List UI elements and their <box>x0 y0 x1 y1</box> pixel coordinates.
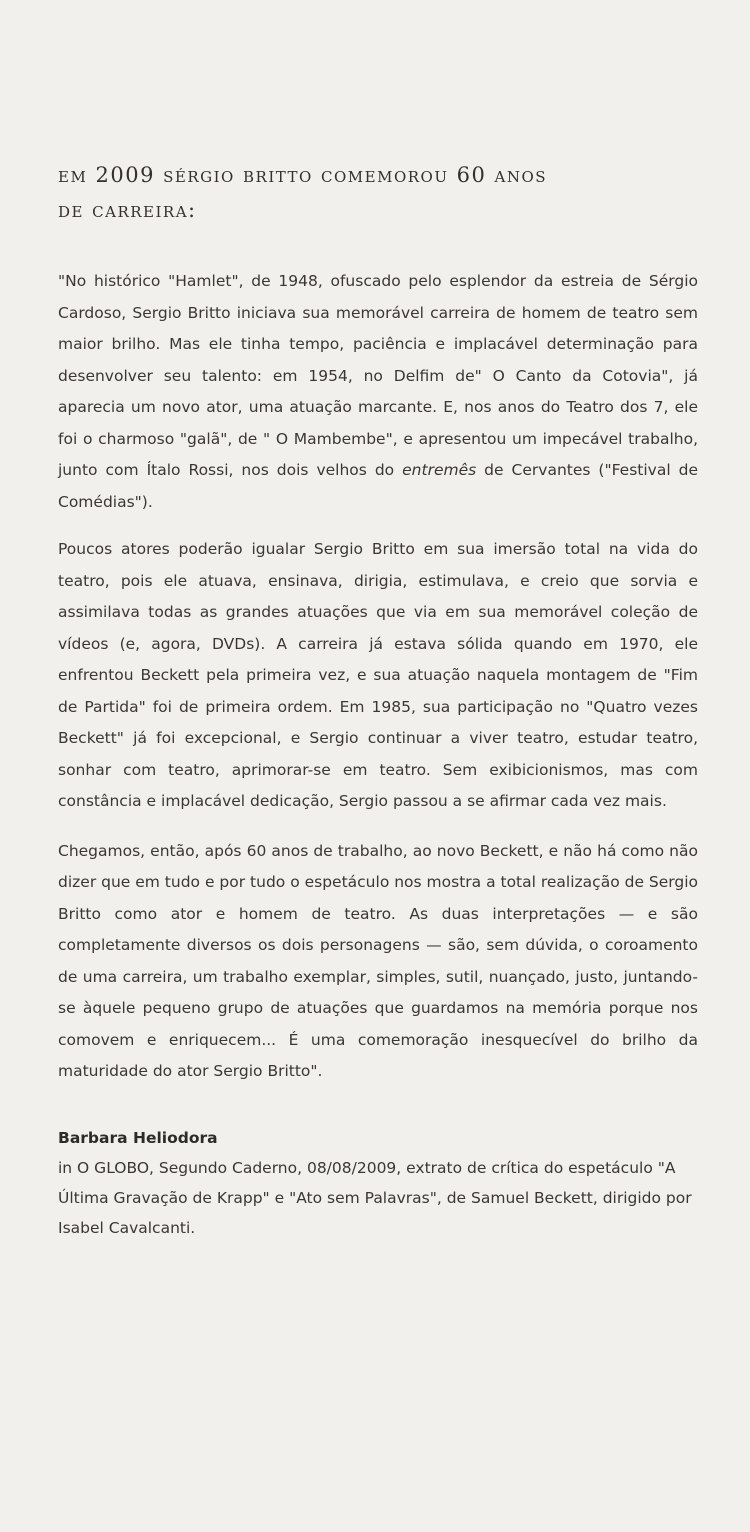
title-line-2: de carreira: <box>58 198 197 222</box>
title-line-1: em 2009 sérgio britto comemorou 60 anos <box>58 163 548 187</box>
paragraph-1-italic-word: entremês <box>402 461 477 479</box>
author-name: Barbara Heliodora <box>58 1128 218 1147</box>
review-paragraph-3: Chegamos, então, após 60 anos de trabalho, ao novo Beckett, e não há como não dizer que em tudo e por tudo o espetáculo nos mostra a total realização de Sergio Britto como ator e homem de teatro. As duas interpretações — e são completamente diversos os dois personagens — são, sem dúvida, o coroamento de uma carreira, um trabalho exemplar, simples, sutil, nuançado, justo, juntando-se àquele pequeno grupo de atuações que guardamos na memória porque nos comovem e enriquecem... É uma comemoração inesquecível do brilho da maturidade do ator Sergio Britto". <box>58 841 699 1080</box>
review-paragraph-2: Poucos atores poderão igualar Sergio Britto em sua imersão total na vida do teatro, pois ele atuava, ensinava, dirigia, estimulava, e creio que sorvia e assimilava todas as grandes atuações que via em sua memorável coleção de vídeos (e, agora, DVDs). A carreira já estava sólida quando em 1970, ele enfrentou Beckett pela primeira vez, e sua atuação naquela montagem de "Fim de Partida" foi de primeira ordem. Em 1985, sua participação no "Quatro vezes Beckett" já foi excepcional, e Sergio continuar a viver teatro, estudar teatro, sonhar com teatro, aprimorar-se em teatro. Sem exibicionismos, mas com constância e implacável dedicação, Sergio passou a se afirmar cada vez mais. <box>58 540 698 810</box>
review-paragraph-1 <box>58 266 698 518</box>
paragraph-1-text-end: de Cervantes ("Festival de Comédias"). <box>58 461 699 511</box>
document-body <box>58 158 698 1243</box>
paragraph-1-text: "No histórico "Hamlet", de 1948, ofuscado pelo esplendor da estreia de Sérgio Cardoso, Sergio Britto iniciava sua memorável carreira de homem de teatro sem maior brilho. Mas ele tinha tempo, paciência e implacável determinação para desenvolver seu talento: em 1954, no Delfim de" O Canto da Cotovia", já aparecia um novo ator, uma atuação marcante. E, nos anos do Teatro dos 7, ele foi o charmoso "galã", de " O Mambembe", e apresentou um impecável trabalho, junto com Ítalo Rossi, nos dois velhos do <box>58 272 698 479</box>
page-title <box>58 158 698 228</box>
source-citation: in O GLOBO, Segundo Caderno, 08/08/2009, extrato de crítica do espetáculo "A Última Gravação de Krapp" e "Ato sem Palavras", de Samuel Beckett, dirigido por Isabel Cavalcanti. <box>58 1158 692 1237</box>
